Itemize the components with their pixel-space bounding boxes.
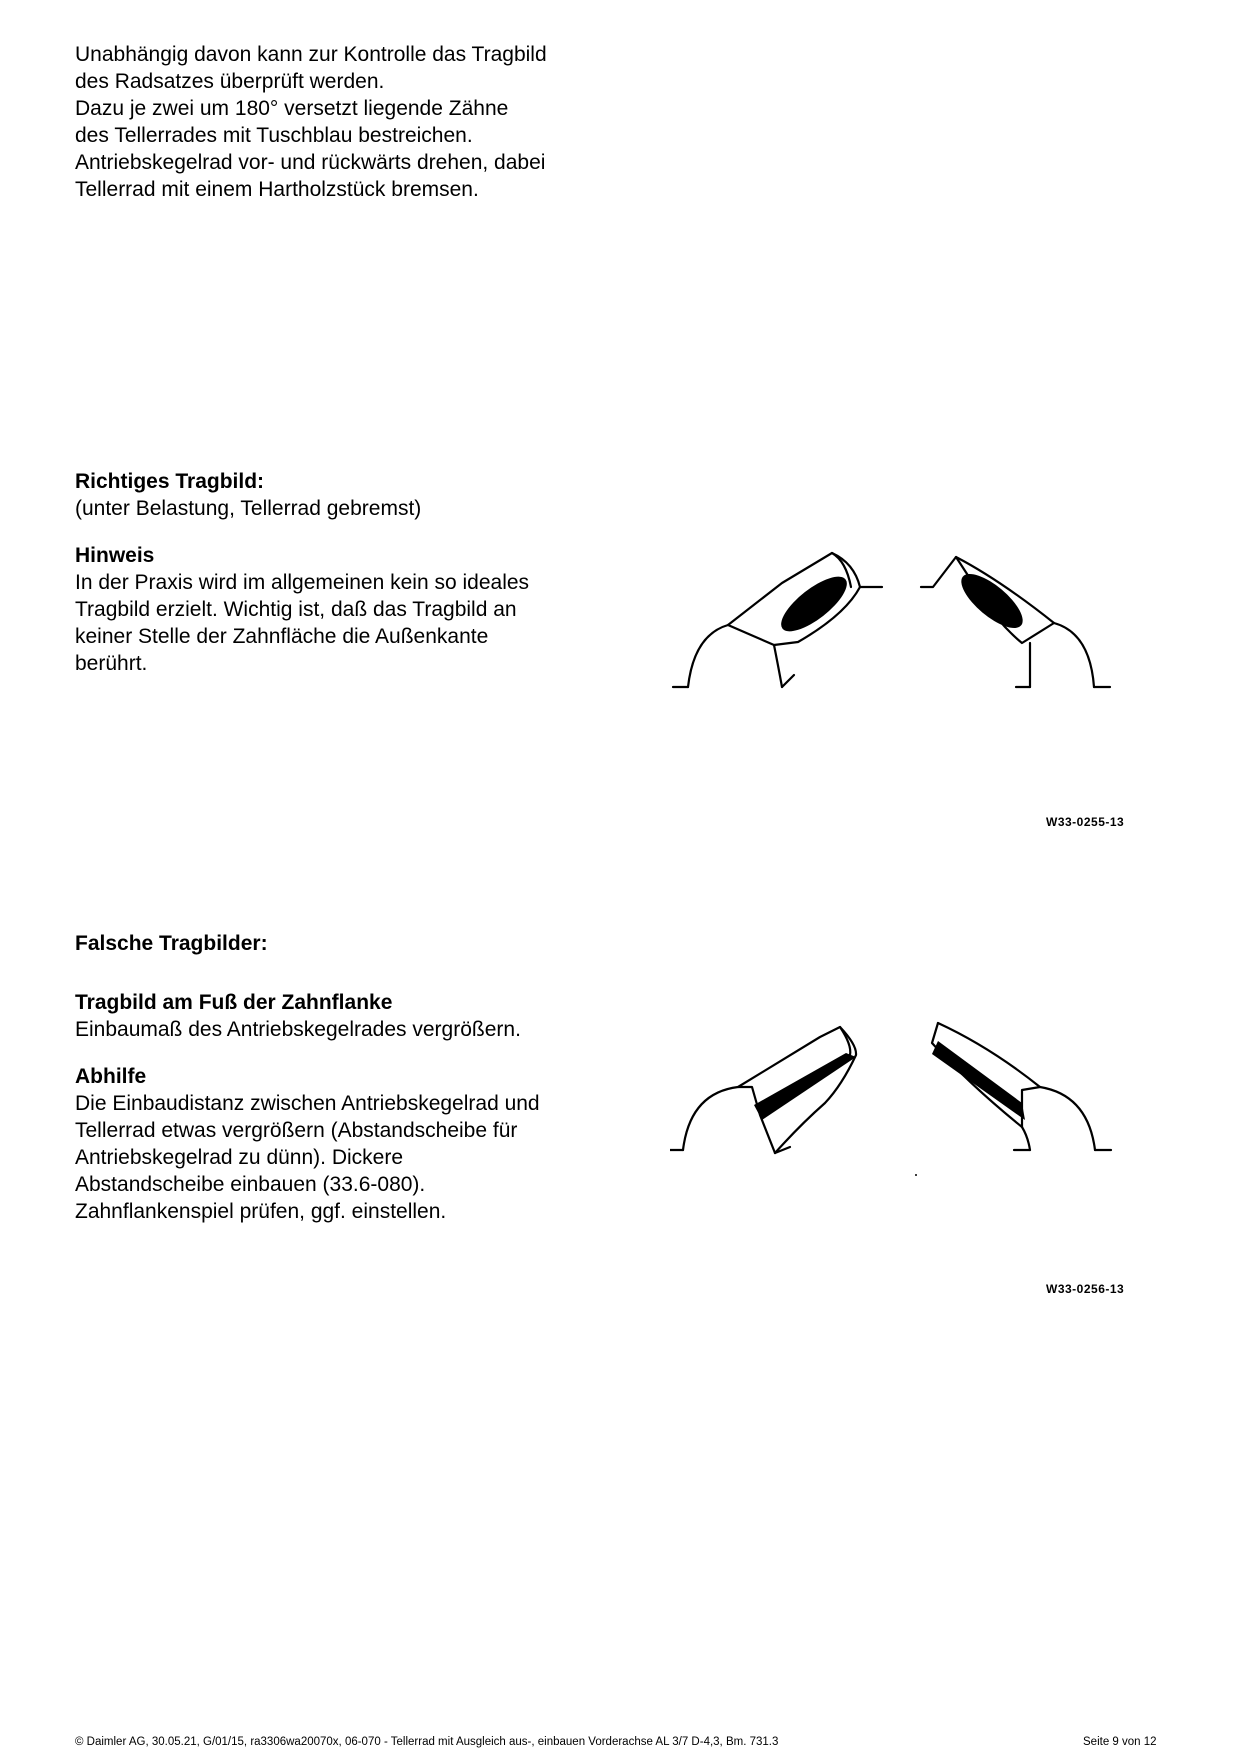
remedy-line: Antriebskegelrad zu dünn). Dickere <box>75 1146 404 1169</box>
remedy-line: Zahnflankenspiel prüfen, ggf. einstellen. <box>75 1200 447 1223</box>
intro-line: Dazu je zwei um 180° versetzt liegende Zähne <box>75 97 509 120</box>
correct-pattern-figure <box>670 515 1150 705</box>
spacer <box>75 522 635 542</box>
note-line: In der Praxis wird im allgemeinen kein so ideales <box>75 571 530 594</box>
correct-pattern-section <box>75 468 635 677</box>
intro-line: Unabhängig davon kann zur Kontrolle das Tragbild <box>75 43 547 66</box>
case-text: Einbaumaß des Antriebskegelrades vergrößern. <box>75 1018 521 1041</box>
note-line: keiner Stelle der Zahnfläche die Außenkante <box>75 625 489 648</box>
page-number: Seite 9 von 12 <box>1083 1736 1157 1748</box>
figure-code: W33-0256-13 <box>1046 1282 1125 1296</box>
tooth-right <box>932 1023 1111 1150</box>
wrong-pattern-heading: Falsche Tragbilder: <box>75 932 268 955</box>
correct-pattern-subheading: (unter Belastung, Tellerrad gebremst) <box>75 497 422 520</box>
wrong-pattern-section <box>75 930 635 1225</box>
contact-pattern-mark <box>754 1053 856 1120</box>
spacer <box>75 1043 635 1063</box>
contact-pattern-mark <box>953 565 1031 637</box>
correct-pattern-heading: Richtiges Tragbild: <box>75 470 265 493</box>
intro-paragraph <box>75 41 635 203</box>
wrong-pattern-figure <box>670 1005 1150 1185</box>
tooth-left <box>670 1027 856 1153</box>
intro-line: des Radsatzes überprüft werden. <box>75 70 385 93</box>
note-line: Tragbild erzielt. Wichtig ist, daß das Tragbild an <box>75 598 517 621</box>
speck <box>915 1174 917 1176</box>
remedy-line: Tellerrad etwas vergrößern (Abstandscheibe für <box>75 1119 518 1142</box>
remedy-line: Abstandscheibe einbauen (33.6-080). <box>75 1173 426 1196</box>
intro-line: Tellerrad mit einem Hartholzstück bremsen. <box>75 178 479 201</box>
remedy-line: Die Einbaudistanz zwischen Antriebskegelrad und <box>75 1092 540 1115</box>
contact-pattern-mark <box>773 568 855 641</box>
remedy-heading: Abhilfe <box>75 1065 147 1088</box>
spacer <box>75 957 635 989</box>
figure-code: W33-0255-13 <box>1046 815 1125 829</box>
intro-line: Antriebskegelrad vor- und rückwärts drehen, dabei <box>75 151 546 174</box>
contact-pattern-mark <box>932 1041 1025 1120</box>
note-line: berührt. <box>75 652 148 675</box>
tooth-left <box>673 553 882 687</box>
case-heading: Tragbild am Fuß der Zahnflanke <box>75 991 393 1014</box>
intro-line: des Tellerrades mit Tuschblau bestreichen. <box>75 124 473 147</box>
note-heading: Hinweis <box>75 544 155 567</box>
footer-copyright: © Daimler AG, 30.05.21, G/01/15, ra3306wa20070x, 06-070 - Tellerrad mit Ausgleich aus-, einbauen Vorderachse AL 3/7 D-4,3, Bm. 731.3 <box>75 1736 779 1748</box>
